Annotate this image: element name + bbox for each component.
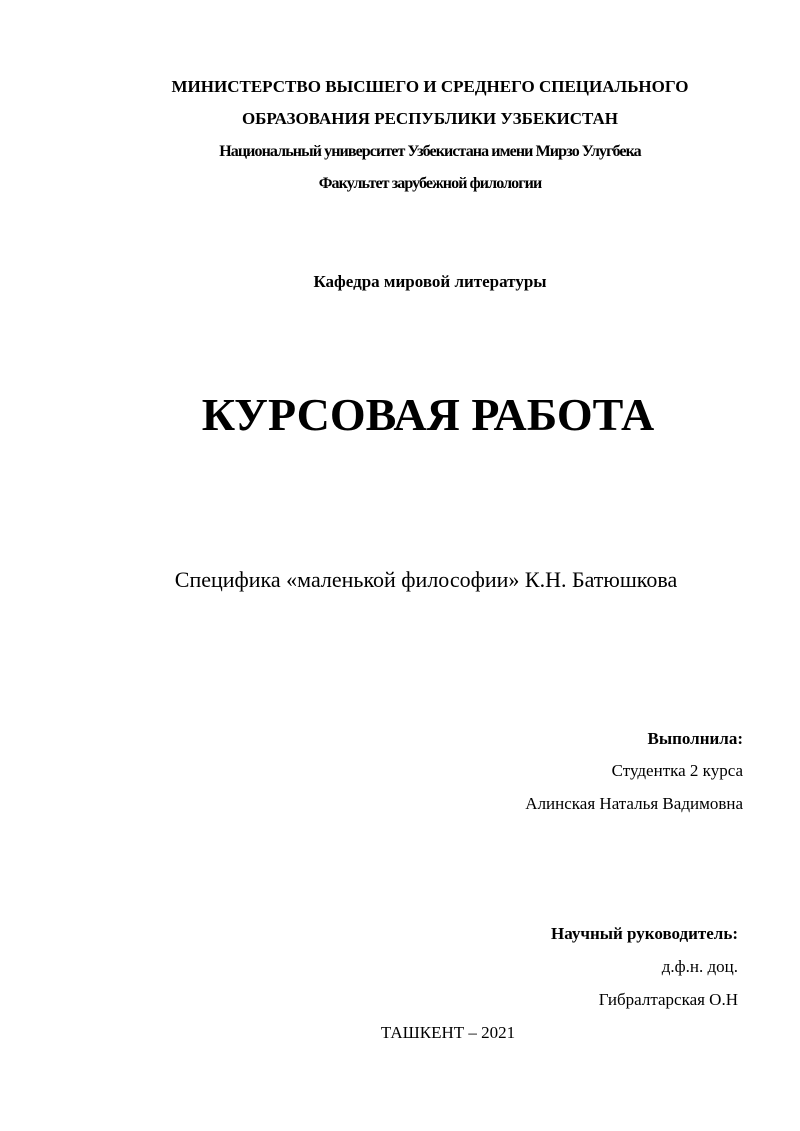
- department-name: Кафедра мировой литературы: [313, 272, 547, 291]
- supervisor-label: Научный руководитель:: [551, 924, 738, 943]
- document-title: КУРСОВАЯ РАБОТА: [201, 389, 655, 440]
- author-label: Выполнила:: [647, 729, 743, 748]
- ministry-line-1: МИНИСТЕРСТВО ВЫСШЕГО И СРЕДНЕГО СПЕЦИАЛЬНОГО: [171, 77, 689, 96]
- supervisor-degree: д.ф.н. доц.: [661, 957, 738, 976]
- supervisor-name: Гибралтарская О.Н: [598, 990, 738, 1009]
- university-name: Национальный университет Узбекистана имени Мирзо Улугбека: [219, 143, 641, 160]
- author-name: Алинская Наталья Вадимовна: [525, 794, 743, 813]
- work-topic: Специфика «маленькой философии» К.Н. Батюшкова: [174, 567, 678, 592]
- faculty-name: Факультет зарубежной филологии: [318, 175, 542, 192]
- ministry-line-2: ОБРАЗОВАНИЯ РЕСПУБЛИКИ УЗБЕКИСТАН: [241, 109, 619, 128]
- city-year: ТАШКЕНТ – 2021: [380, 1023, 516, 1042]
- author-course: Студентка 2 курса: [611, 761, 743, 780]
